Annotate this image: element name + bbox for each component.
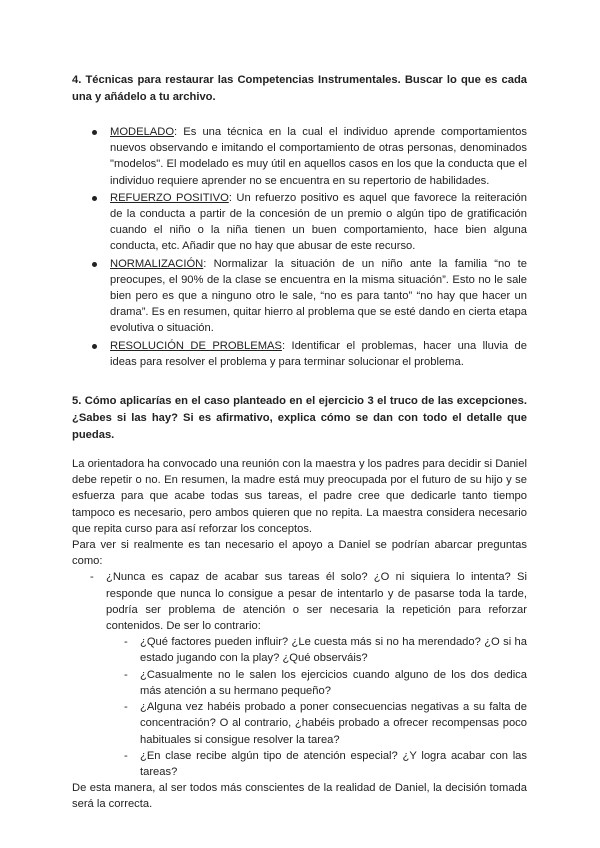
- list-item: [116, 667, 527, 699]
- list-item: [116, 748, 527, 780]
- sub-question: ¿En clase recibe algún tipo de atención especial? ¿Y logra acabar con las tareas?: [140, 749, 527, 778]
- technique-description: : Un refuerzo positivo es aquel que favorece la reiteración de la conducta a partir de la concesión de un premio o algún tipo de gratificación cuando el niño o la niña tienen un buen comportamiento, hace bien alguna conducta, etc. Añadir que no hay que abusar de este recurso.: [110, 191, 527, 253]
- bullet-icon: [92, 130, 97, 135]
- technique-term: RESOLUCIÓN DE PROBLEMAS: [110, 339, 282, 352]
- list-item: [72, 256, 527, 337]
- bullet-icon: [92, 262, 97, 267]
- technique-term: REFUERZO POSITIVO: [110, 191, 229, 204]
- list-item: [116, 699, 527, 748]
- list-item: [72, 124, 527, 189]
- sub-question: ¿Qué factores pueden influir? ¿Le cuesta más si no ha merendado? ¿O si ha estado jugando con la play? ¿Qué observáis?: [140, 636, 527, 665]
- bullet-icon: [92, 344, 97, 349]
- bullet-icon: [92, 196, 97, 201]
- technique-description: : Es una técnica en la cual el individuo aprende comportamientos nuevos observando e imitando el comportamiento de otras personas, denominados "modelos". El modelado es muy útil en aquellos casos en los que la conducta que el individuo requiere aprender no se encuentra en su repertorio de habilidades.: [110, 126, 527, 187]
- list-item: [72, 190, 527, 255]
- sub-question: ¿Alguna vez habéis probado a poner consecuencias negativas a su falta de concentración? O al contrario, ¿habéis probado a ofrecer recompensas poco habituales si consigue resolver la tarea?: [140, 701, 527, 746]
- question-main: ¿Nunca es capaz de acabar sus tareas él solo? ¿O ni siquiera lo intenta? Si responde que nunca lo consigue a pesar de intentarlo y de pasarse toda la tarde, podría ser problema de atención o ser necesaria la repetición para reforzar contenidos. De ser lo contrario:: [106, 571, 527, 633]
- sub-questions-list: [106, 634, 527, 780]
- dash-marker: -: [124, 668, 128, 681]
- dash-marker: -: [124, 701, 128, 714]
- dash-marker: -: [124, 749, 128, 762]
- technique-description: : Identificar el problemas, hacer una lluvia de ideas para resolver el problema y para terminar solucionar el problema.: [110, 339, 527, 368]
- section-4-heading: 4. Técnicas para restaurar las Competencias Instrumentales. Buscar lo que es cada una y añádelo a tu archivo.: [72, 74, 527, 103]
- technique-term: NORMALIZACIÓN: [110, 257, 204, 270]
- sub-question: ¿Casualmente no le salen los ejercicios cuando alguno de los dos dedica más atención a su hermano pequeño?: [140, 668, 527, 697]
- dash-marker: -: [90, 571, 94, 584]
- techniques-list: [72, 124, 527, 370]
- technique-term: MODELADO: [110, 126, 175, 138]
- technique-description: : Normalizar la situación de un niño ante la familia “no te preocupes, el 90% de la clase se encuentra en la misma situación”. Esto no le sale bien pero es que a ninguno otro le sale, “no es para tanto” “no hay que hacer un drama”. Es en resumen, quitar hierro al problema que se esté dando en cierta etapa evolutiva o situación.: [110, 257, 527, 335]
- list-item: [72, 338, 527, 370]
- document-content: [72, 72, 527, 813]
- list-item: [72, 569, 527, 780]
- paragraph-context: La orientadora ha convocado una reunión con la maestra y los padres para decidir si Daniel debe repetir o no. En resumen, la madre está muy preocupada por el futuro de su hijo y se esfuerza para que acabe todas sus tareas, el padre cree que dedicarle tanto tiempo tampoco es necesario, pero ambos quieren que no repita. La maestra considera necesario que repita curso para así reforzar los conceptos.: [72, 458, 527, 535]
- paragraph-questions-intro: Para ver si realmente es tan necesario el apoyo a Daniel se podrían abarcar preguntas como:: [72, 539, 527, 568]
- section-5-heading: 5. Cómo aplicarías en el caso planteado en el ejercicio 3 el truco de las excepciones. ¿Sabes si las hay? Si es afirmativo, explica cómo se dan con todo el detalle que puedas.: [72, 395, 527, 442]
- dash-marker: -: [124, 636, 128, 649]
- questions-list: [72, 569, 527, 780]
- paragraph-conclusion: De esta manera, al ser todos más conscientes de la realidad de Daniel, la decisión tomada será la correcta.: [72, 782, 527, 811]
- list-item: [116, 634, 527, 666]
